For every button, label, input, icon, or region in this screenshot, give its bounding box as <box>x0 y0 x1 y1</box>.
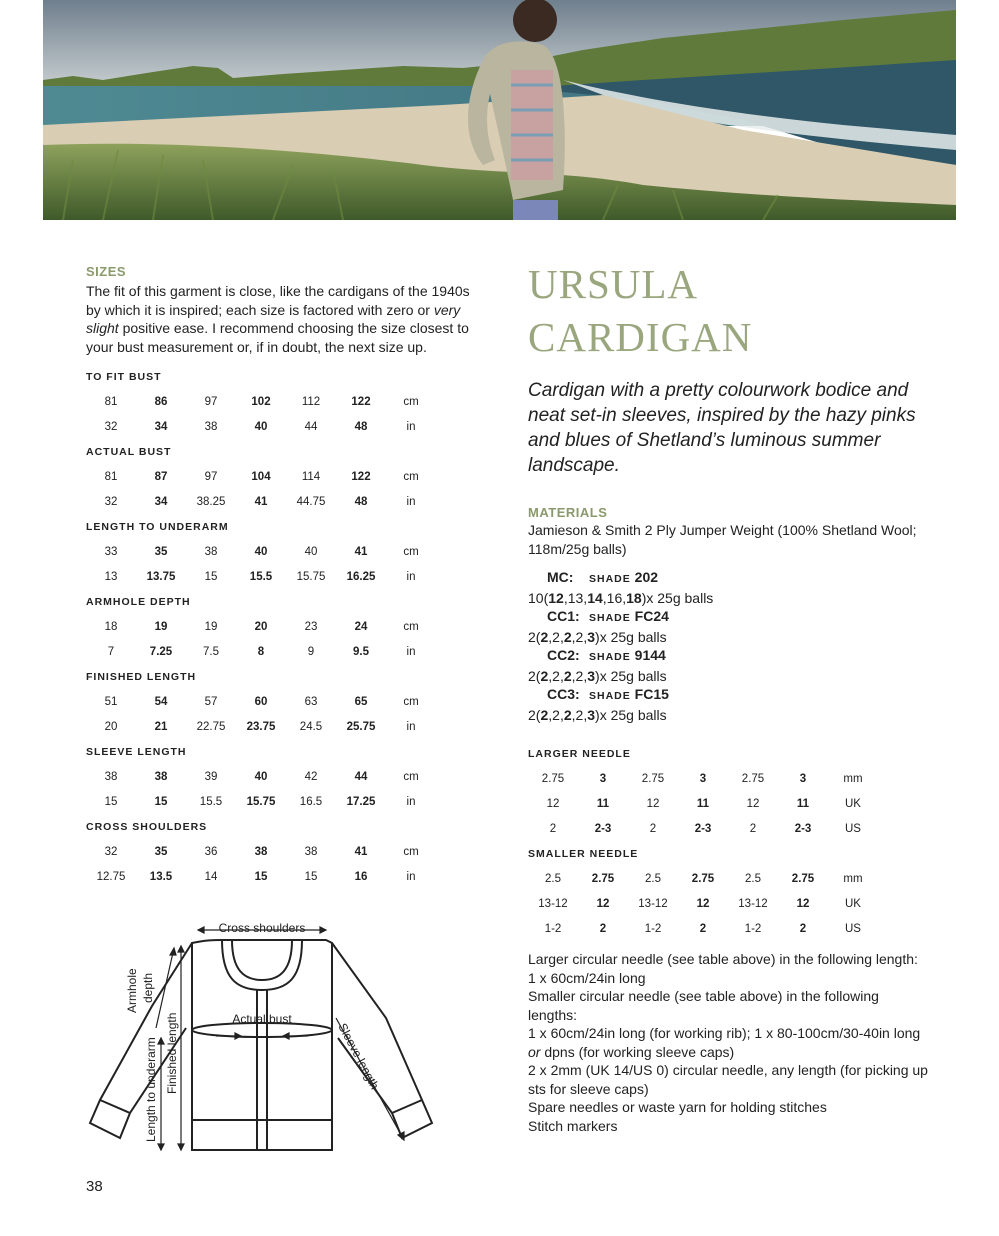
measurement-unit: cm <box>403 546 419 558</box>
needle-value: 2-3 <box>794 823 812 835</box>
measurement-value: 104 <box>251 471 271 483</box>
yarn-amount-value: 3 <box>587 628 596 645</box>
needle-value: 2.75 <box>541 773 565 785</box>
measure-arrows <box>156 927 404 1150</box>
measurement-value: 7.25 <box>149 646 173 658</box>
measurement-value: 33 <box>104 546 118 558</box>
label-length-to-underarm: Length to underarm <box>144 1037 158 1142</box>
measurement-value: 38 <box>254 846 268 858</box>
yarn-amount-value: 2 <box>575 706 584 723</box>
yarn-amount-value: 2 <box>540 706 549 723</box>
measurement-value: 32 <box>104 846 118 858</box>
measurement-value: 25.75 <box>346 721 376 733</box>
pattern-title <box>528 258 928 364</box>
needle-unit: US <box>845 823 861 835</box>
yarn-amount-value: 10 <box>528 589 544 606</box>
garment-schematic <box>86 918 446 1158</box>
measurement-value: 40 <box>254 421 268 433</box>
measurement-label: LENGTH TO UNDERARM <box>86 521 229 533</box>
needle-unit: mm <box>843 873 863 885</box>
measurement-row <box>86 390 486 415</box>
yarn-shade <box>589 646 666 667</box>
measurement-value: 38 <box>154 771 168 783</box>
measurement-value: 13.5 <box>149 871 173 883</box>
title-line-1: URSULA <box>528 261 699 307</box>
label-cross-shoulders: Cross shoulders <box>218 921 306 935</box>
needle-value: 11 <box>596 798 610 810</box>
measurement-value: 60 <box>254 696 268 708</box>
note-3: Smaller circular needle (see table above) in the following lengths: <box>528 988 879 1023</box>
yarn-amount-suffix: x 25g balls <box>599 628 667 645</box>
needle-value: 3 <box>799 773 807 785</box>
measurement-value: 15 <box>254 871 268 883</box>
measurement-label: CROSS SHOULDERS <box>86 821 208 833</box>
measurement-value: 19 <box>154 621 168 633</box>
yarn-amount-value: 2 <box>563 706 572 723</box>
measurement-value: 15 <box>304 871 318 883</box>
needle-value: 12 <box>596 898 610 910</box>
needle-value: 2-3 <box>694 823 712 835</box>
yarn-shade-value: FC15 <box>634 686 669 702</box>
measurement-value: 40 <box>304 546 318 558</box>
note-6: Spare needles or waste yarn for holding stitches <box>528 1099 827 1115</box>
measurement-unit: cm <box>403 621 419 633</box>
yarn-code: CC3: <box>547 686 580 702</box>
yarn-amount: 10 ( 12 , 13 , 14 , 16 , 18 ) x 25g balls <box>528 589 714 606</box>
needle-value: 1-2 <box>744 923 762 935</box>
measurement-value: 7 <box>107 646 115 658</box>
materials-description: Jamieson & Smith 2 Ply Jumper Weight (100% Shetland Wool; 118m/25g balls) <box>528 522 917 557</box>
measurement-value: 38 <box>304 846 318 858</box>
needle-row <box>528 767 928 792</box>
needle-label: LARGER NEEDLE <box>528 748 631 760</box>
needle-value: 12 <box>646 798 660 810</box>
needle-label: SMALLER NEEDLE <box>528 848 639 860</box>
note-5: 2 x 2mm (UK 14/US 0) circular needle, any length (for picking up sts for sleeve caps) <box>528 1062 928 1097</box>
measurement-row <box>86 715 486 740</box>
label-actual-bust: Actual bust <box>232 1012 292 1026</box>
yarn-amount: 2 ( 2 , 2 , 2 , 2 , 3 ) x 25g balls <box>528 628 667 645</box>
measurement-value: 44.75 <box>296 496 326 508</box>
cardigan-outline <box>90 940 432 1150</box>
yarn-code: MC: <box>547 569 574 585</box>
needle-value: 2.5 <box>745 873 761 885</box>
materials-notes <box>528 950 928 1135</box>
yarn-amount-value: 14 <box>587 589 603 606</box>
beach-scene-image <box>43 0 956 220</box>
page-number: 38 <box>86 1178 103 1195</box>
needle-value: 2.75 <box>691 873 715 885</box>
measurement-unit: cm <box>403 771 419 783</box>
measurement-value: 23 <box>304 621 318 633</box>
measurement-value: 12.75 <box>96 871 126 883</box>
measurement-unit: cm <box>403 696 419 708</box>
yarn-item <box>528 685 928 706</box>
yarn-shade-value: FC24 <box>634 608 669 624</box>
measurement-value: 16 <box>354 871 368 883</box>
yarn-amount-value: 2 <box>528 628 536 645</box>
needle-value: 2 <box>649 823 657 835</box>
yarn-amount-value: 2 <box>540 667 549 684</box>
measurement-value: 44 <box>354 771 368 783</box>
measurement-value: 97 <box>204 471 218 483</box>
yarn-amount-value: 16 <box>606 589 623 606</box>
needle-row <box>528 817 928 842</box>
yarn-shade-value: 202 <box>634 569 659 585</box>
measurement-value: 112 <box>301 396 321 408</box>
yarn-amount-value: 2 <box>540 628 549 645</box>
measurement-value: 122 <box>351 396 371 408</box>
measurement-row <box>86 540 486 565</box>
needle-value: 13-12 <box>738 898 768 910</box>
measurement-value: 102 <box>251 396 271 408</box>
measurement-unit: cm <box>403 396 419 408</box>
measurement-value: 23.75 <box>246 721 276 733</box>
yarn-item <box>528 646 928 667</box>
measurement-unit: in <box>406 721 416 733</box>
note-4 <box>528 1024 928 1061</box>
needle-value: 2 <box>799 923 807 935</box>
measurement-row <box>86 490 486 515</box>
needle-value: 2.5 <box>545 873 561 885</box>
title-line-2: CARDIGAN <box>528 314 753 360</box>
measurement-value: 15 <box>104 796 118 808</box>
pattern-subtitle: Cardigan with a pretty colourwork bodice and neat set-in sleeves, inspired by the hazy pinks and blues of Shetland’s luminous summer landscape. <box>528 380 916 476</box>
measurement-value: 41 <box>354 546 368 558</box>
measurement-value: 35 <box>154 546 168 558</box>
measurement-value: 8 <box>257 646 265 658</box>
yarn-amount-value: 18 <box>626 589 642 606</box>
needle-value: 11 <box>696 798 710 810</box>
measurement-value: 38.25 <box>196 496 226 508</box>
needle-row <box>528 867 928 892</box>
measurement-unit: in <box>406 796 416 808</box>
measurement-label: ACTUAL BUST <box>86 446 172 458</box>
measurement-row <box>86 690 486 715</box>
measurement-value: 15.5 <box>249 571 273 583</box>
yarn-amount: 2 ( 2 , 2 , 2 , 2 , 3 ) x 25g balls <box>528 667 667 684</box>
measurement-value: 48 <box>354 496 368 508</box>
needle-tables <box>528 742 928 942</box>
needle-unit: mm <box>843 773 863 785</box>
measurement-value: 13.75 <box>146 571 176 583</box>
needle-row <box>528 917 928 942</box>
measurement-value: 19 <box>204 621 218 633</box>
measurement-value: 9.5 <box>353 646 369 658</box>
yarn-amount-value: 12 <box>548 589 564 606</box>
yarn-amount: 2 ( 2 , 2 , 2 , 2 , 3 ) x 25g balls <box>528 706 667 723</box>
measurement-value: 32 <box>104 421 118 433</box>
sizes-intro-text-1: The fit of this garment is close, like the cardigans of the 1940s by which it is inspired; each size is factored with zero or <box>86 283 470 318</box>
needle-unit: UK <box>845 798 861 810</box>
measurement-value: 32 <box>104 496 118 508</box>
measurement-value: 63 <box>304 696 318 708</box>
needle-value: 2 <box>599 923 607 935</box>
measurement-value: 48 <box>354 421 368 433</box>
yarn-amount-value: 2 <box>575 628 584 645</box>
measurement-value: 24.5 <box>299 721 323 733</box>
measurement-value: 20 <box>254 621 268 633</box>
measurement-value: 34 <box>154 496 168 508</box>
measurement-value: 20 <box>104 721 118 733</box>
needle-value: 3 <box>599 773 607 785</box>
yarn-amount-suffix: x 25g balls <box>599 706 667 723</box>
measurement-value: 81 <box>104 471 118 483</box>
measurement-unit: cm <box>403 471 419 483</box>
yarn-shade <box>589 568 658 589</box>
label-armhole-1: Armhole <box>125 968 139 1013</box>
needle-value: 2.5 <box>645 873 661 885</box>
sizes-intro <box>86 282 486 356</box>
label-sleeve-length: Sleeve length <box>335 1020 382 1092</box>
needle-value: 11 <box>796 798 810 810</box>
measurement-value: 41 <box>354 846 368 858</box>
yarn-shade-label: SHADE <box>589 612 631 624</box>
needle-value: 2.75 <box>791 873 815 885</box>
sizes-intro-emphasis: very slight <box>86 301 461 336</box>
measurement-value: 38 <box>104 771 118 783</box>
needle-unit: US <box>845 923 861 935</box>
measurement-unit: in <box>406 571 416 583</box>
needle-value: 2.75 <box>741 773 765 785</box>
measurement-value: 54 <box>154 696 168 708</box>
note-7: Stitch markers <box>528 1117 618 1134</box>
label-armhole-2: depth <box>141 972 155 1003</box>
measurement-row <box>86 765 486 790</box>
needle-value: 3 <box>699 773 707 785</box>
measurement-value: 39 <box>204 771 218 783</box>
measurement-value: 22.75 <box>196 721 226 733</box>
needle-value: 12 <box>546 798 560 810</box>
needle-value: 13-12 <box>538 898 568 910</box>
measurement-value: 40 <box>254 771 268 783</box>
measurement-value: 21 <box>154 721 168 733</box>
measurement-row <box>86 565 486 590</box>
needle-row <box>528 892 928 917</box>
measurement-unit: in <box>406 496 416 508</box>
measurement-value: 81 <box>104 396 118 408</box>
measurement-label: ARMHOLE DEPTH <box>86 596 191 608</box>
materials-heading: MATERIALS <box>528 505 608 520</box>
yarn-amount-value: 13 <box>567 589 584 606</box>
measurement-row <box>86 840 486 865</box>
measurement-value: 15 <box>204 571 218 583</box>
measurement-value: 35 <box>154 846 168 858</box>
measurement-unit: in <box>406 646 416 658</box>
needle-value: 13-12 <box>638 898 668 910</box>
needle-value: 2-3 <box>594 823 612 835</box>
measurement-row <box>86 790 486 815</box>
measurement-value: 14 <box>204 871 218 883</box>
sizes-intro-text-2: positive ease. I recommend choosing the size closest to your bust measurement or, if in doubt, the next size up. <box>86 320 469 355</box>
measurement-value: 57 <box>204 696 218 708</box>
needle-value: 2 <box>549 823 557 835</box>
measurement-value: 15.75 <box>296 571 326 583</box>
yarn-list <box>528 568 928 724</box>
note-2: 1 x 60cm/24in long <box>528 969 646 986</box>
measurement-unit: in <box>406 421 416 433</box>
measurement-value: 38 <box>204 421 218 433</box>
yarn-amount-value: 2 <box>563 628 572 645</box>
measurement-value: 17.25 <box>346 796 376 808</box>
needle-value: 12 <box>746 798 760 810</box>
measurement-value: 86 <box>154 396 168 408</box>
measurement-value: 16.5 <box>299 796 323 808</box>
needle-value: 2.75 <box>641 773 665 785</box>
measurement-value: 7.5 <box>203 646 219 658</box>
measurement-value: 122 <box>351 471 371 483</box>
yarn-item <box>528 607 928 628</box>
measurement-value: 38 <box>204 546 218 558</box>
yarn-amount-value: 2 <box>528 667 536 684</box>
needle-value: 12 <box>796 898 810 910</box>
label-finished-length: Finished length <box>165 1012 179 1094</box>
yarn-amount-value: 2 <box>552 628 560 645</box>
measurement-value: 34 <box>154 421 168 433</box>
needle-unit: UK <box>845 898 861 910</box>
measurement-value: 16.25 <box>346 571 376 583</box>
note-4-or: or <box>528 1043 541 1060</box>
measurement-value: 40 <box>254 546 268 558</box>
needle-value: 2 <box>749 823 757 835</box>
needle-value: 2.75 <box>591 873 615 885</box>
yarn-amount-suffix: x 25g balls <box>646 589 714 606</box>
measurement-value: 87 <box>154 471 168 483</box>
yarn-amount-value: 2 <box>563 667 572 684</box>
measurement-value: 15 <box>154 796 168 808</box>
measurement-label: TO FIT BUST <box>86 371 162 383</box>
measurement-value: 15.75 <box>246 796 276 808</box>
measurement-value: 65 <box>354 696 368 708</box>
measurement-label: FINISHED LENGTH <box>86 671 197 683</box>
yarn-amount-value: 2 <box>575 667 584 684</box>
measurement-row <box>86 615 486 640</box>
measurement-unit: cm <box>403 846 419 858</box>
needle-value: 1-2 <box>644 923 662 935</box>
yarn-code: CC1: <box>547 608 580 624</box>
size-tables <box>86 365 486 890</box>
measurement-value: 114 <box>301 471 321 483</box>
yarn-shade-label: SHADE <box>589 573 631 585</box>
sizes-heading: SIZES <box>86 264 127 279</box>
measurement-label: SLEEVE LENGTH <box>86 746 187 758</box>
measurement-row <box>86 465 486 490</box>
measurement-value: 15.5 <box>199 796 223 808</box>
measurement-value: 24 <box>354 621 368 633</box>
yarn-amount-value: 3 <box>587 667 596 684</box>
yarn-shade-label: SHADE <box>589 690 631 702</box>
measurement-value: 41 <box>254 496 268 508</box>
yarn-shade <box>589 607 669 628</box>
measurement-value: 9 <box>307 646 315 658</box>
pattern-column <box>528 258 928 1135</box>
needle-row <box>528 792 928 817</box>
needle-value: 1-2 <box>544 923 562 935</box>
measurement-value: 13 <box>104 571 118 583</box>
yarn-amount-suffix: x 25g balls <box>599 667 667 684</box>
measurement-value: 51 <box>104 696 118 708</box>
yarn-amount-value: 2 <box>552 706 560 723</box>
measurement-value: 18 <box>104 621 118 633</box>
note-4-a: 1 x 60cm/24in long (for working rib); 1 x 80-100cm/30-40in long <box>528 1025 921 1041</box>
yarn-amount-value: 3 <box>587 706 596 723</box>
hero-photo <box>43 0 956 220</box>
yarn-shade-label: SHADE <box>589 651 631 663</box>
yarn-shade-value: 9144 <box>634 647 666 663</box>
measurement-row <box>86 865 486 890</box>
note-1: Larger circular needle (see table above) in the following length: <box>528 951 918 967</box>
needle-value: 12 <box>696 898 710 910</box>
measurement-unit: in <box>406 871 416 883</box>
measurement-row <box>86 640 486 665</box>
yarn-amount-value: 2 <box>528 706 536 723</box>
measurement-value: 36 <box>204 846 218 858</box>
measurement-row <box>86 415 486 440</box>
measurement-value: 42 <box>304 771 318 783</box>
yarn-code: CC2: <box>547 647 580 663</box>
measurement-value: 97 <box>204 396 218 408</box>
note-4-b: dpns (for working sleeve caps) <box>540 1043 735 1060</box>
measurement-value: 44 <box>304 421 318 433</box>
yarn-amount-value: 2 <box>552 667 560 684</box>
sizes-column <box>86 264 486 890</box>
needle-value: 2 <box>699 923 707 935</box>
yarn-item <box>528 568 928 589</box>
yarn-shade <box>589 685 669 706</box>
